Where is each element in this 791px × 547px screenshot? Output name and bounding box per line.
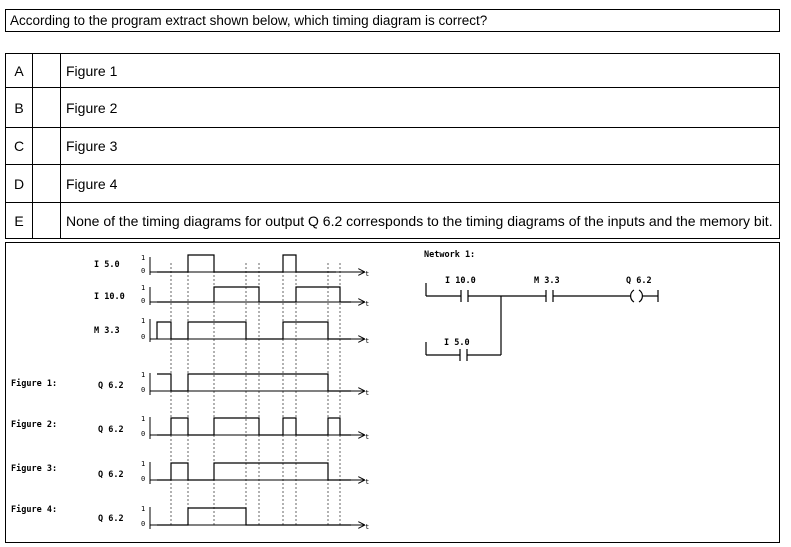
level-high: 1 [141,415,146,423]
figure-4-label: Figure 4: [11,505,58,515]
level-high: 1 [141,317,146,325]
option-letter: E [6,203,33,239]
option-checkbox-cell[interactable] [33,128,61,165]
option-letter: C [6,128,33,165]
level-low: 0 [141,520,146,528]
waveform-figure-4 [157,508,351,525]
option-text: Figure 4 [61,165,780,203]
level-high: 1 [141,371,146,379]
option-checkbox-cell[interactable] [33,203,61,239]
output-label: Q 6.2 [98,514,124,524]
answer-options-table [5,53,780,239]
figure-1-label: Figure 1: [11,379,58,389]
option-row-c[interactable] [6,128,780,165]
option-letter: B [6,88,33,128]
option-row-d[interactable] [6,165,780,203]
time-axis-label: t [365,389,370,397]
waveform-i50 [157,255,336,272]
option-row-a[interactable] [6,54,780,88]
time-axis-label: t [365,300,370,308]
option-checkbox-cell[interactable] [33,165,61,203]
level-low: 0 [141,267,146,275]
ladder-diagram [424,250,658,361]
option-letter: A [6,54,33,88]
level-low: 0 [141,475,146,483]
level-high: 1 [141,284,146,292]
signal-label-m33: M 3.3 [94,326,120,336]
option-letter: D [6,165,33,203]
option-text: Figure 1 [61,54,780,88]
time-axis-label: t [365,337,370,345]
option-text: Figure 2 [61,88,780,128]
time-axis-label: t [365,523,370,531]
level-low: 0 [141,386,146,394]
coil-label-q62: Q 6.2 [626,276,652,286]
figure-3-label: Figure 3: [11,464,58,474]
figure-2-label: Figure 2: [11,420,58,430]
time-axis-label: t [365,433,370,441]
output-label: Q 6.2 [98,425,124,435]
waveform-figure-3 [157,463,351,480]
output-label: Q 6.2 [98,470,124,480]
coil-q62 [639,290,642,302]
option-checkbox-cell[interactable] [33,88,61,128]
output-label: Q 6.2 [98,381,124,391]
time-axis-label: t [365,270,370,278]
option-text: None of the timing diagrams for output Q 6.2 corresponds to the timing diagrams of the inputs and the memory bit. [61,203,780,239]
waveform-figure-1 [157,374,351,391]
network-title: Network 1: [424,250,476,260]
level-low: 0 [141,333,146,341]
waveform-figure-2 [157,418,351,435]
question-text: According to the program extract shown below, which timing diagram is correct? [5,9,780,32]
level-high: 1 [141,254,146,262]
option-text: Figure 3 [61,128,780,165]
level-high: 1 [141,460,146,468]
level-low: 0 [141,430,146,438]
signal-label-i100: I 10.0 [94,292,125,302]
signal-label-i50: I 5.0 [94,260,120,270]
time-axis-label: t [365,478,370,486]
coil-q62 [631,290,634,302]
figure-panel [5,242,780,543]
level-high: 1 [141,505,146,513]
figure-svg [6,243,779,542]
option-row-e[interactable] [6,203,780,239]
waveform-m33 [157,322,351,339]
contact-label-i100: I 10.0 [445,276,476,286]
waveform-i100 [157,287,351,302]
option-checkbox-cell[interactable] [33,54,61,88]
level-low: 0 [141,297,146,305]
contact-label-m33: M 3.3 [534,276,560,286]
option-row-b[interactable] [6,88,780,128]
contact-label-i50: I 5.0 [444,338,470,348]
